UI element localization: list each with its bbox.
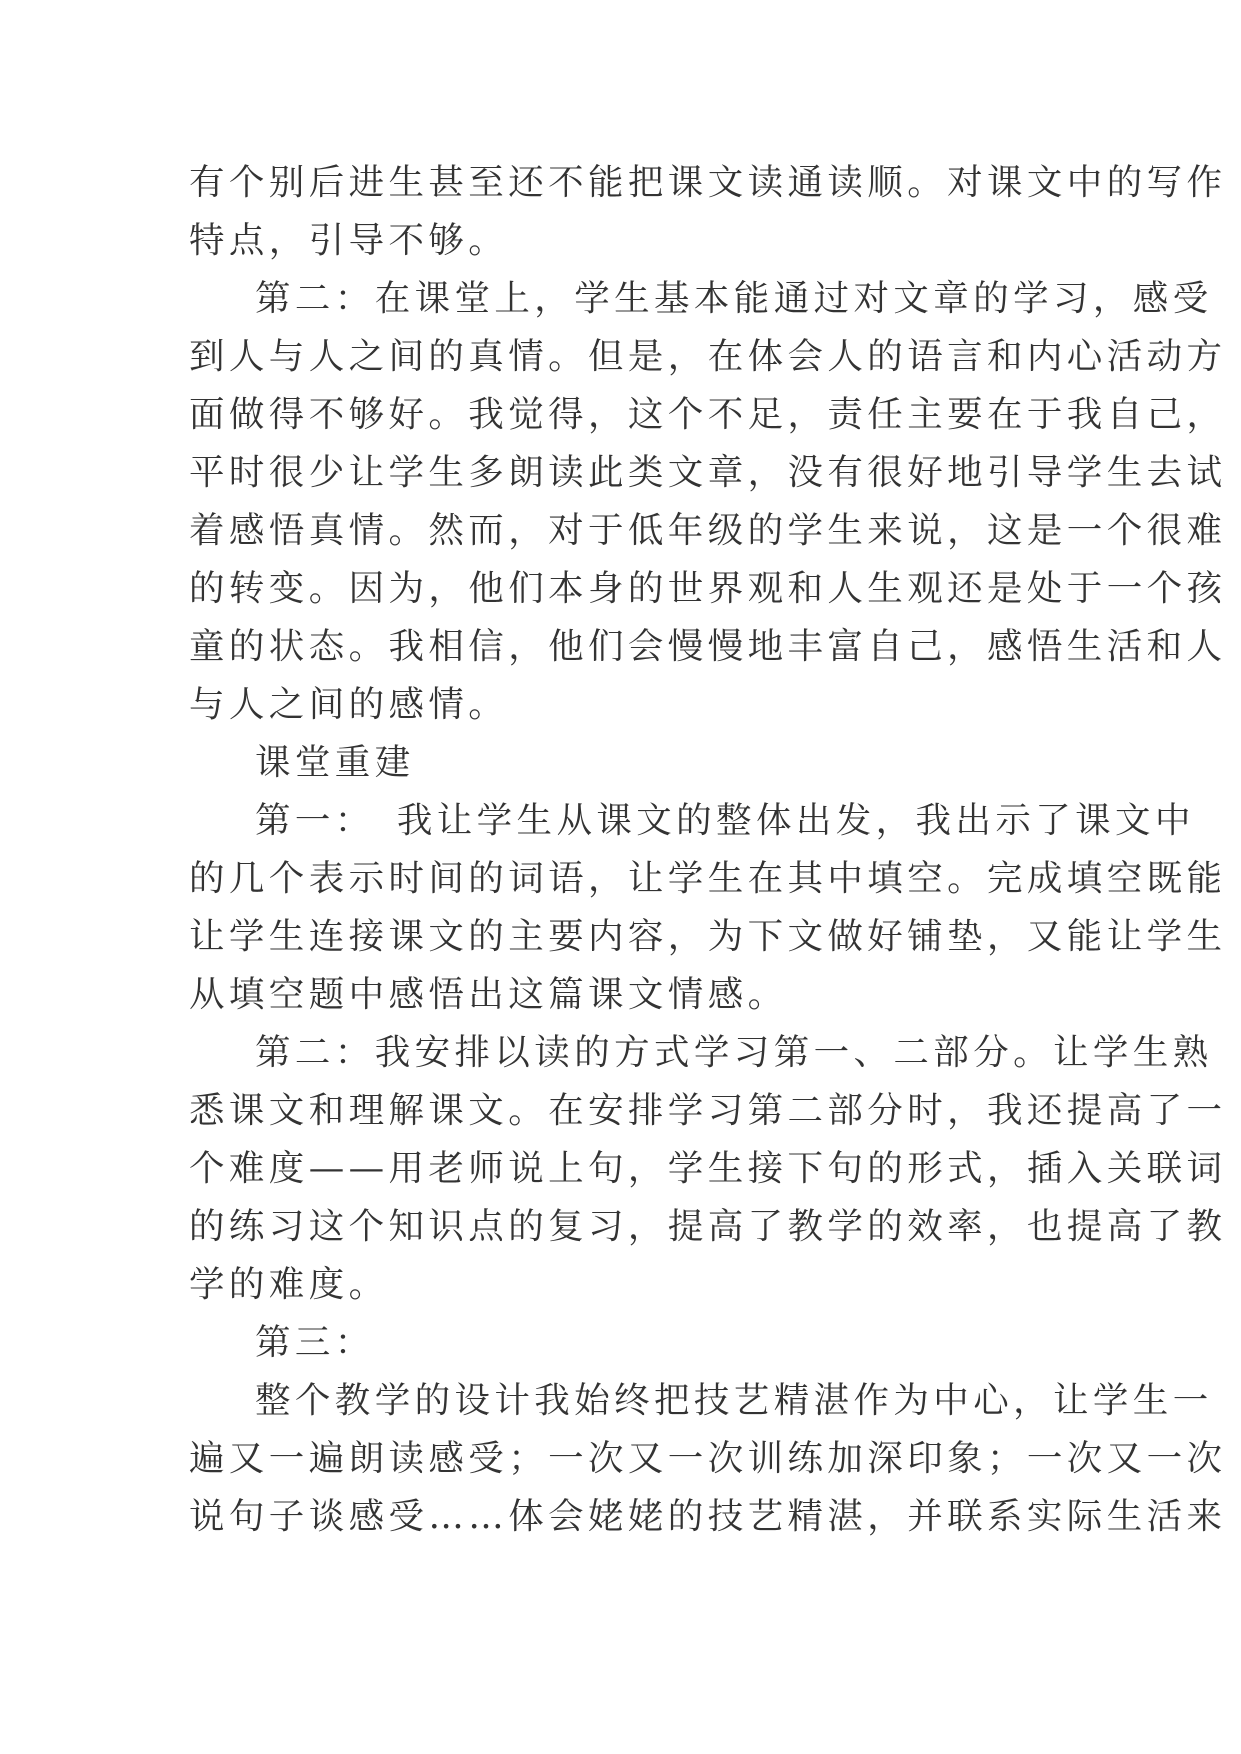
text-line: 的几个表示时间的词语，让学生在其中填空。完成填空既能 xyxy=(189,858,1227,899)
text-line: 着感悟真情。然而，对于低年级的学生来说，这是一个很难 xyxy=(189,510,1227,551)
text-line: 第二：在课堂上，学生基本能通过对文章的学习，感受 xyxy=(255,278,1213,319)
text-line: 第二：我安排以读的方式学习第一、二部分。让学生熟 xyxy=(255,1032,1213,1073)
text-line: 学的难度。 xyxy=(189,1264,389,1305)
text-line: 童的状态。我相信，他们会慢慢地丰富自己，感悟生活和人 xyxy=(189,626,1227,667)
text-line: 个难度——用老师说上句，学生接下句的形式，插入关联词 xyxy=(189,1148,1227,1189)
text-line: 从填空题中感悟出这篇课文情感。 xyxy=(189,974,788,1015)
section-heading: 课堂重建 xyxy=(255,742,415,783)
text-line: 特点，引导不够。 xyxy=(189,220,509,261)
text-line: 与人之间的感情。 xyxy=(189,684,509,725)
text-line: 第一： 我让学生从课文的整体出发，我出示了课文中 xyxy=(255,800,1195,841)
text-line: 平时很少让学生多朗读此类文章，没有很好地引导学生去试 xyxy=(189,452,1227,493)
text-line: 第三： xyxy=(255,1322,375,1363)
text-line: 整个教学的设计我始终把技艺精湛作为中心，让学生一 xyxy=(255,1380,1213,1421)
text-line: 的转变。因为，他们本身的世界观和人生观还是处于一个孩 xyxy=(189,568,1227,609)
text-line: 悉课文和理解课文。在安排学习第二部分时，我还提高了一 xyxy=(189,1090,1227,1131)
text-line: 面做得不够好。我觉得，这个不足，责任主要在于我自己， xyxy=(189,394,1227,435)
text-line: 到人与人之间的真情。但是，在体会人的语言和内心活动方 xyxy=(189,336,1227,377)
text-line: 让学生连接课文的主要内容，为下文做好铺垫，又能让学生 xyxy=(189,916,1227,957)
text-line: 的练习这个知识点的复习，提高了教学的效率，也提高了教 xyxy=(189,1206,1227,1247)
text-line: 有个别后进生甚至还不能把课文读通读顺。对课文中的写作 xyxy=(189,162,1227,203)
text-line: 遍又一遍朗读感受；一次又一次训练加深印象；一次又一次 xyxy=(189,1438,1227,1479)
text-line: 说句子谈感受……体会姥姥的技艺精湛，并联系实际生活来 xyxy=(189,1496,1227,1537)
